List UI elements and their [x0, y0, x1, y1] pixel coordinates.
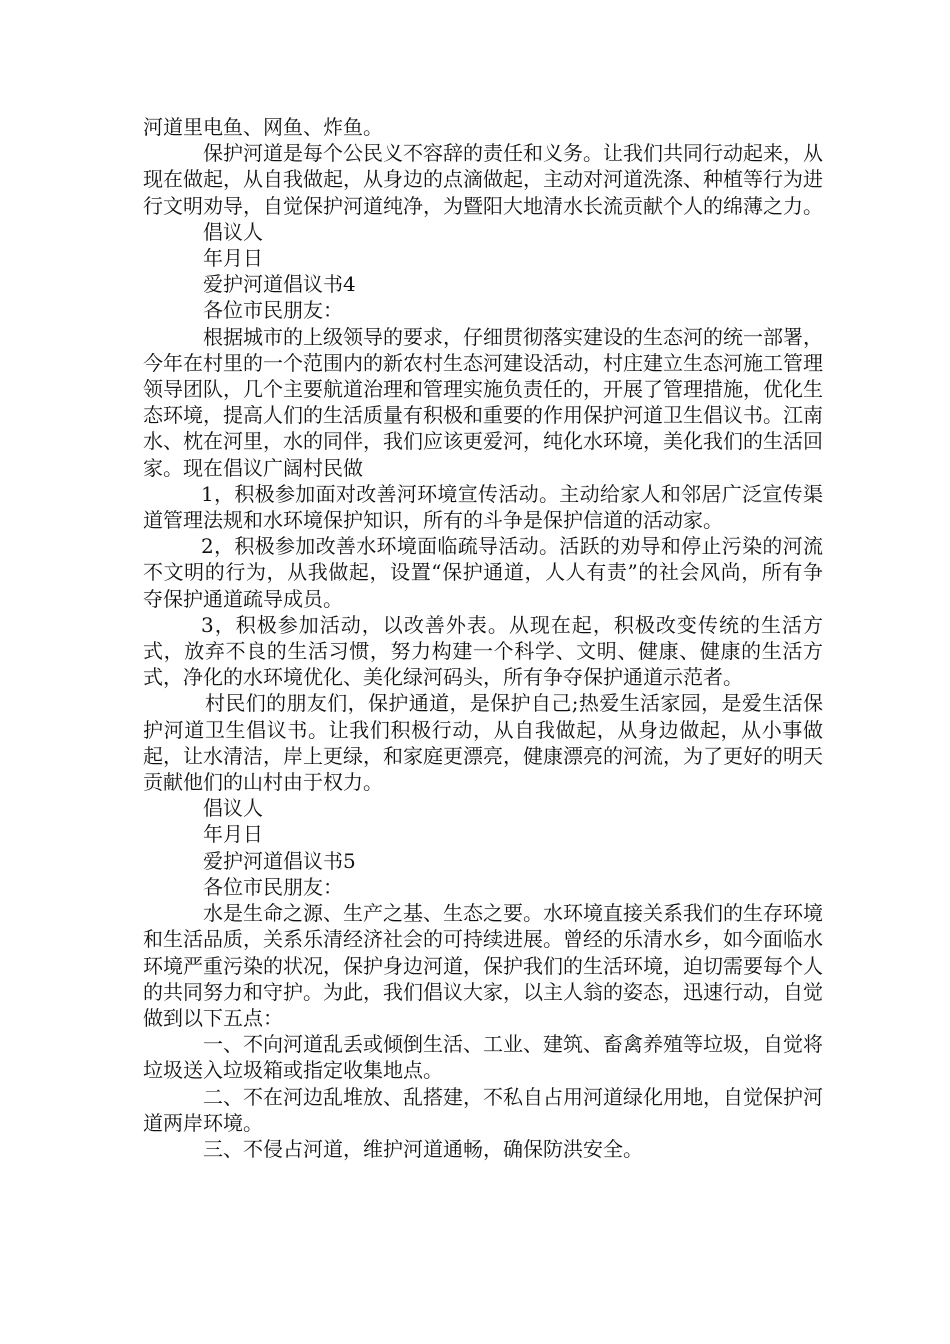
document-body: [143, 114, 823, 1162]
paragraph: 年月日: [203, 246, 263, 271]
paragraph: 2，积极参加改善水环境面临疏导活动。活跃的劝导和停止污染的河流不文明的行为，从我做起，设置“保护通道，人人有责”的社会风尚，所有争夺保护通道疏导成员。: [143, 534, 823, 611]
paragraph: 年月日: [203, 822, 263, 847]
paragraph: 爱护河道倡议书4: [203, 272, 356, 297]
paragraph: 水是生命之源、生产之基、生态之要。水环境直接关系我们的生存环境和生活品质，关系乐清经济社会的可持续进展。曾经的乐清水乡，如今面临水环境严重污染的状况，保护身边河道，保护我们的生活环境，迫切需要每个人的共同努力和守护。为此，我们倡议大家，以主人翁的姿态，迅速行动，自觉做到以下五点：: [143, 901, 823, 1030]
paragraph: 根据城市的上级领导的要求，仔细贯彻落实建设的生态河的统一部署，今年在村里的一个范围内的新农村生态河建设活动，村庄建立生态河施工管理领导团队，几个主要航道治理和管理实施负责任的，开展了管理措施，优化生态环境，提高人们的生活质量有积极和重要的作用保护河道卫生倡议书。江南水、枕在河里，水的同伴，我们应该更爱河，纯化水环境，美化我们的生活回家。现在倡议广阔村民做: [143, 324, 823, 480]
paragraph: 3，积极参加活动，以改善外表。从现在起，积极改变传统的生活方式，放弃不良的生活习惯，努力构建一个科学、文明、健康、健康的生活方式，净化的水环境优化、美化绿河码头，所有争夺保护通道示范者。: [143, 612, 823, 690]
paragraph: 保护河道是每个公民义不容辞的责任和义务。让我们共同行动起来，从现在做起，从自我做起，从身边的点滴做起，主动对河道洗涤、种植等行为进行文明劝导，自觉保护河道纯净，为暨阳大地清水长流贡献个人的绵薄之力。: [143, 141, 823, 218]
paragraph: 倡议人: [203, 796, 263, 821]
paragraph: 1，积极参加面对改善河环境宣传活动。主动给家人和邻居广泛宣传渠道管理法规和水环境保护知识，所有的斗争是保护信道的活动家。: [143, 481, 823, 533]
paragraph: 二、不在河边乱堆放、乱搭建，不私自占用河道绿化用地，自觉保护河道两岸环境。: [143, 1084, 823, 1135]
paragraph: 村民们的朋友们，保护通道，是保护自己;热爱生活家园，是爱生活保护河道卫生倡议书。让我们积极行动，从自我做起，从身边做起，从小事做起，让水清洁，岸上更绿，和家庭更漂亮，健康漂亮的河流，为了更好的明天贡献他们的山村由于权力。: [143, 691, 823, 795]
paragraph: 各位市民朋友：: [203, 298, 343, 323]
paragraph: 爱护河道倡议书5: [203, 848, 356, 873]
paragraph: 河道里电鱼、网鱼、炸鱼。: [143, 115, 383, 139]
paragraph: 倡议人: [203, 219, 263, 244]
paragraph: 三、不侵占河道，维护河道通畅，确保防洪安全。: [203, 1136, 643, 1161]
paragraph: 一、不向河道乱丢或倾倒生活、工业、建筑、畜禽养殖等垃圾，自觉将垃圾送入垃圾箱或指定收集地点。: [143, 1032, 823, 1083]
paragraph: 各位市民朋友：: [203, 874, 343, 899]
